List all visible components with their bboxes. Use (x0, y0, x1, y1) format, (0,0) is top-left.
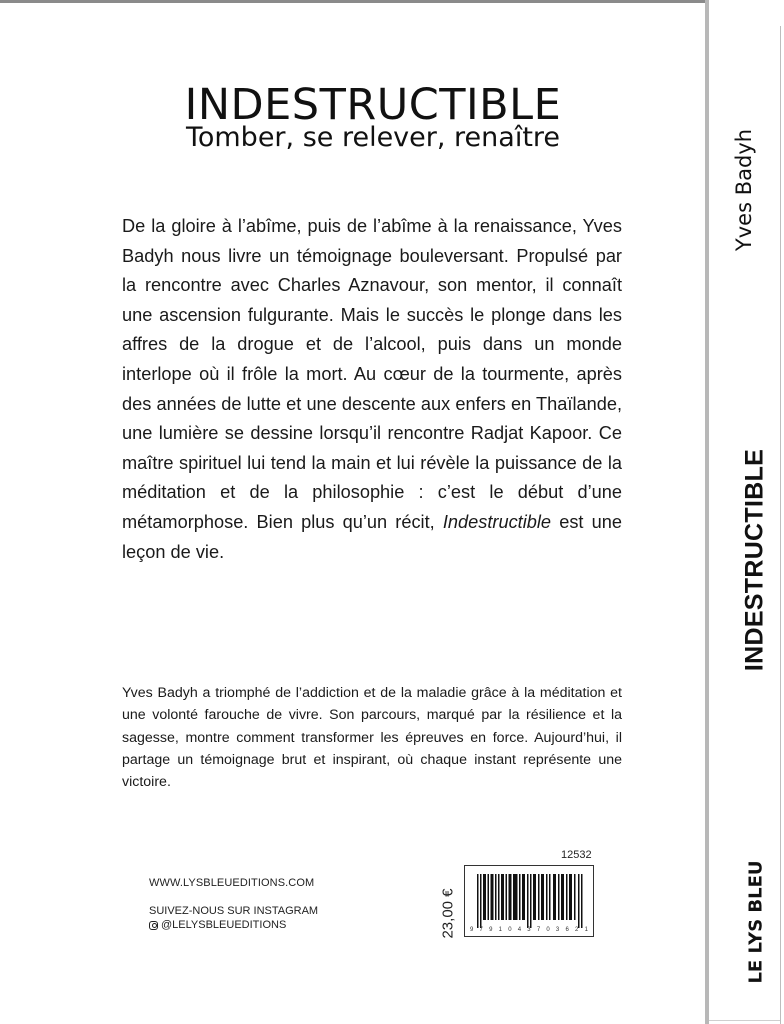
barcode-digit: 9 (489, 927, 493, 933)
price-label: 23,00 € (439, 888, 457, 939)
synopsis-italic-title: Indestructible (442, 511, 552, 532)
barcode-digit: 0 (508, 927, 512, 933)
barcode-digit: 1 (498, 927, 502, 933)
instagram-handle-text: @LELYSBLEUEDITIONS (161, 919, 287, 931)
author-bio (122, 682, 622, 793)
barcode-digit: 6 (565, 927, 569, 933)
barcode-digit: 1 (584, 927, 588, 933)
barcode-digit: 3 (555, 927, 560, 933)
author-bio-text: Yves Badyh a triomphé de l’addiction et de la maladie grâce à la méditation et une volonté farouche de vivre. Son parcours, marqué par la résilience et la sagesse, montre comment transformer les épreuves en force. Aujourd’hui, il partage un témoignage brut et inspirant, où chaque instant représente une victoire. (122, 685, 622, 791)
spine-title: INDESTRUCTIBLE (740, 448, 769, 672)
product-code: 12532 (561, 849, 592, 861)
instagram-icon (149, 921, 158, 930)
book-title: INDESTRUCTIBLE (184, 80, 562, 130)
synopsis-end: est une leçon de vie. (122, 511, 622, 562)
spine-bottom-edge (709, 1020, 780, 1021)
barcode-digits (470, 927, 588, 933)
synopsis-text (122, 212, 622, 567)
barcode-digit: 7 (536, 927, 541, 933)
barcode-digit: 7 (479, 927, 483, 933)
barcode-digit: 2 (575, 927, 579, 933)
instagram-handle (149, 919, 286, 931)
barcode-digit: 4 (517, 927, 522, 933)
instagram-label: SUIVEZ-NOUS SUR INSTAGRAM (149, 905, 319, 917)
barcode (464, 865, 594, 937)
barcode-digit: 9 (470, 927, 474, 933)
barcode-bars-icon (477, 874, 583, 928)
spine-right-edge (780, 26, 781, 1024)
spine-author: Yves Badyh (732, 128, 756, 252)
barcode-digit: 0 (546, 927, 550, 933)
barcode-digit: 3 (527, 927, 531, 933)
publisher-website: WWW.LYSBLEUEDITIONS.COM (149, 877, 315, 889)
synopsis-main: De la gloire à l’abîme, puis de l’abîme à la renaissance, Yves Badyh nous livre un témoignage bouleversant. Propulsé par la rencontre avec Charles Aznavour, son mentor, il connaît une ascension fulgurante. Mais le succès le plonge dans les affres de la drogue et de l’alcool, puis dans un monde interlope où il frôle la mort. Au cœur de la tourmente, après des années de lutte et une descente aux enfers en Thaïlande, une lumière se dessine lorsqu’il rencontre Radjat Kapoor. Ce maître spirituel lui tend la main et lui révèle la puissance de la méditation et de la philosophie : c’est le début d’une métamorphose. Bien plus qu’un récit, (122, 216, 622, 532)
spine-publisher: LE LYS BLEU (745, 860, 767, 984)
book-subtitle: Tomber, se relever, renaître (185, 122, 561, 153)
